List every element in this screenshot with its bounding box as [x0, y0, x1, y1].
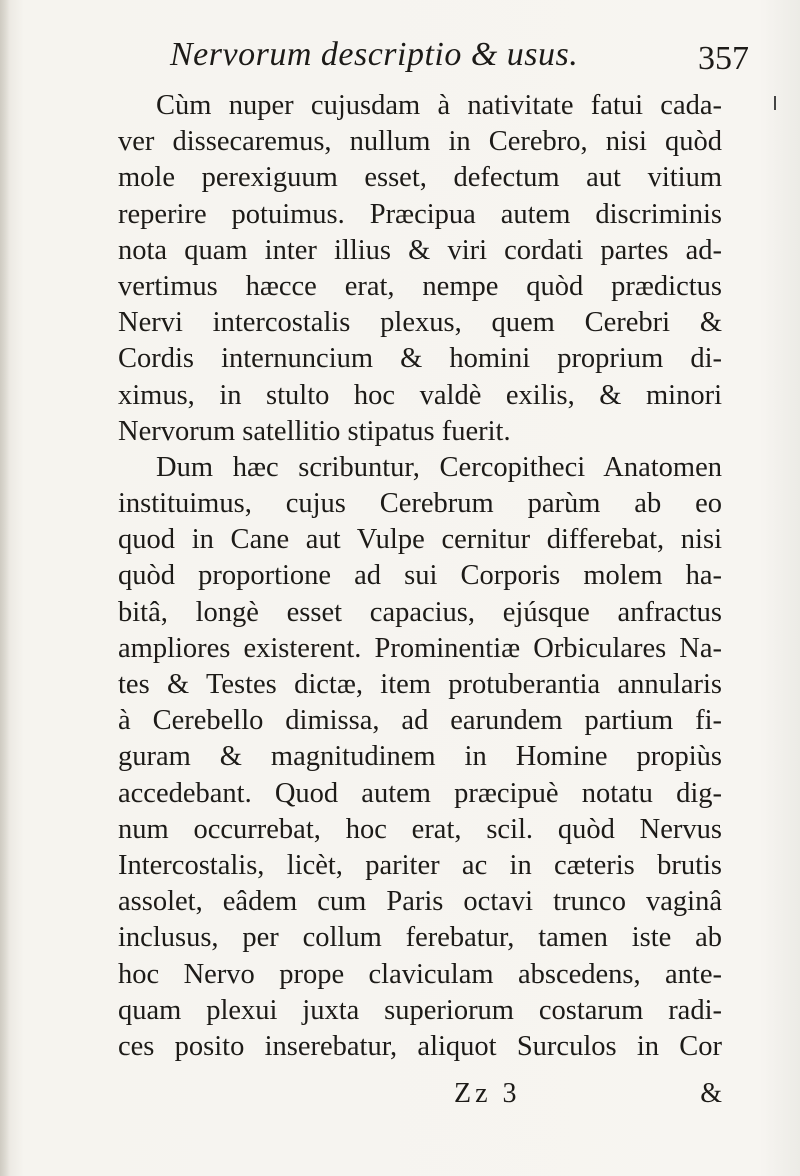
text-line: Dum hæc scribuntur, Cercopitheci Anatomen [156, 451, 722, 483]
text-line: bitâ, longè esset capacius, ejúsque anfractus [118, 596, 722, 628]
text-line: inclusus, per collum ferebatur, tamen iste ab [118, 922, 722, 954]
text-line: nota quam inter illius & viri cordati partes ad- [118, 234, 722, 266]
catchword: & [700, 1078, 722, 1109]
text-line: vertimus hæcce erat, nempe quòd prædictus [118, 270, 722, 302]
text-line: reperire potuimus. Præcipua autem discriminis [118, 198, 722, 230]
text-line: hoc Nervo prope claviculam abscedens, ante- [118, 958, 722, 990]
text-line: Cùm nuper cujusdam à nativitate fatui cada- [156, 90, 722, 121]
text-line: accedebant. Quod autem præcipuè notatu dig- [118, 777, 722, 809]
page-footer [118, 1078, 722, 1118]
margin-mark [774, 96, 776, 110]
text-line: ampliores existerent. Prominentiæ Orbiculares Na- [118, 632, 722, 664]
text-line: quod in Cane aut Vulpe cernitur differebat, nisi [118, 524, 722, 556]
text-line: Nervorum satellitio stipatus fuerit. [118, 415, 511, 447]
text-line: à Cerebello dimissa, ad earundem partium fi- [118, 705, 722, 737]
text-line: ces posito inserebatur, aliquot Surculos in Cor [118, 1030, 722, 1062]
page-number: 357 [698, 40, 749, 77]
text-line: Cordis internuncium & homini proprium di- [118, 343, 722, 375]
running-head: Nervorum descriptio & usus. [170, 36, 579, 73]
text-line: num occurrebat, hoc erat, scil. quòd Nervus [118, 813, 722, 845]
signature-mark: Zz 3 [454, 1078, 521, 1109]
text-line: Intercostalis, licèt, pariter ac in cæteris brutis [118, 849, 722, 881]
text-line: instituimus, cujus Cerebrum parùm ab eo [118, 488, 722, 520]
gutter-shadow [0, 0, 10, 1176]
text-line: ximus, in stulto hoc valdè exilis, & minori [118, 379, 722, 411]
text-line: quòd proportione ad sui Corporis molem ha- [118, 560, 722, 592]
text-line: ver dissecaremus, nullum in Cerebro, nisi quòd [118, 126, 722, 158]
text-line: mole perexiguum esset, defectum aut vitium [118, 162, 722, 194]
text-line: assolet, eâdem cum Paris octavi trunco vaginâ [118, 886, 722, 918]
text-line: tes & Testes dictæ, item protuberantia annularis [118, 669, 722, 700]
text-line: guram & magnitudinem in Homine propiùs [118, 741, 722, 773]
page-header [170, 36, 770, 86]
body-text [118, 88, 722, 1065]
text-line: quam plexui juxta superiorum costarum radi- [118, 994, 722, 1026]
text-line: Nervi intercostalis plexus, quem Cerebri & [118, 307, 722, 339]
